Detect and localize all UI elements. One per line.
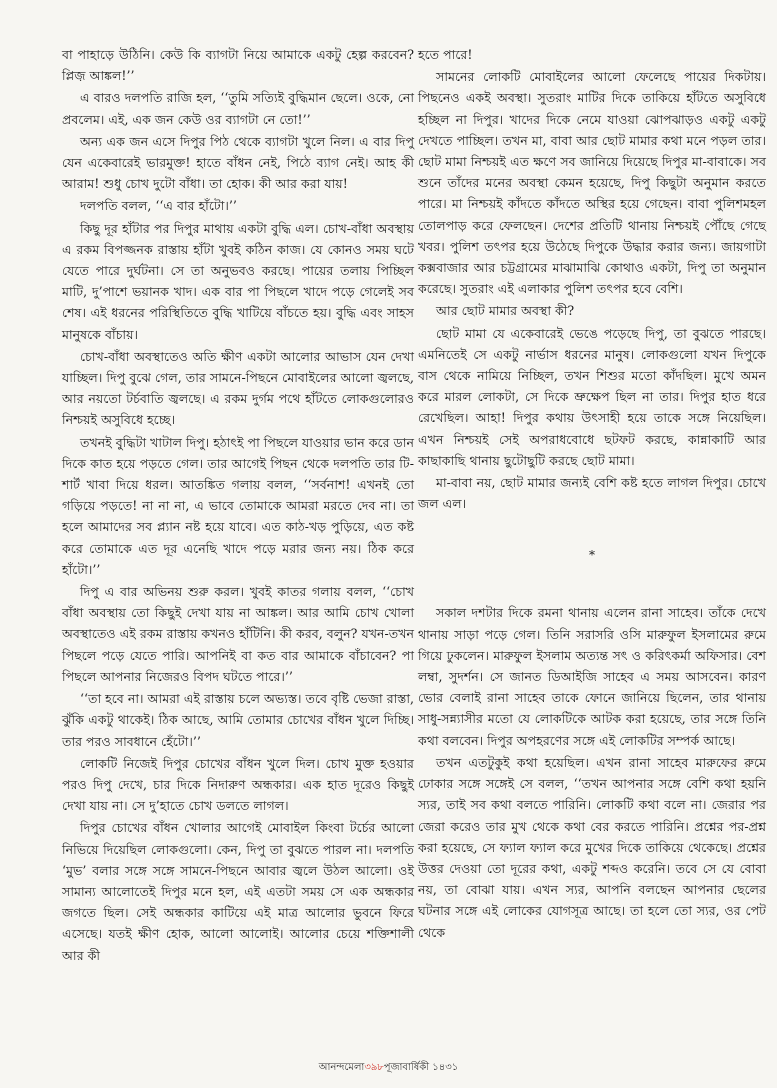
section-separator: * xyxy=(589,548,595,563)
paragraph: চোখ-বাঁধা অবস্থাতেও অতি ক্ষীণ একটা আলোর আভাস যেন দেখা যাচ্ছিল। দিপু বুঝে গেল, তার সামনে-পিছনে মোবাইলের আলো জ্বলছে, আর নয়তো টর্চবাতি জ্বলছে। এ রকম দুর্গম পথে হাঁটতে লোকগুলোরও নিশ্চয়ই অসুবিধে হচ্ছে। xyxy=(62,348,414,428)
paragraph: সামনের লোকটি মোবাইলের আলো ফেলেছে পায়ের দিকটায়। পিছনেও একই অবস্থা। সুতরাং মাটির দিকে তাকিয়ে হাঁটতে অসুবিধে হচ্ছিল না দিপুর। খাদের দিকে নেমে যাওয়া ঝোপঝাড়ও একটু একটু দেখতে পাচ্ছিল। তখন মা, বাবা আর ছোট মামার কথা মনে পড়ল তার। ছোট মামা নিশ্চয়ই এত ক্ষণে সব জানিয়ে দিয়েছে দিপুর মা-বাবাকে। সব শুনে তাঁদের মনের অবস্থা কেমন হয়েছে, দিপু কিছুটা অনুমান করতে পারে। মা নিশ্চয়ই কাঁদতে কাঁদতে অস্থির হয়ে গেছেন। বাবা পুলিশমহল তোলপাড় করে ফেলছেন। দেশের প্রতিটি থানায় নিশ্চয়ই পৌঁছে গেছে খবর। পুলিশ তৎপর হয়ে উঠেছে দিপুকে উদ্ধার করার জন্য। জায়গাটা কক্সবাজার আর চট্টগ্রামের মাঝামাঝি কোথাও একটা, দিপু তা অনুমান করেছে। সুতরাং এই এলাকার পুলিশ তৎপর হবে বেশি। xyxy=(418,69,766,297)
page-number: ৩৯৮ xyxy=(364,1062,384,1073)
paragraph: আর ছোট মামার অবস্থা কী? xyxy=(436,303,575,319)
paragraph: মা-বাবা নয়, ছোট মামার জন্যই বেশি কষ্ট হতে লাগল দিপুর। চোখে জল এল। xyxy=(418,475,766,512)
footer-magazine-name: আনন্দমেলা xyxy=(318,1062,365,1073)
right-column-bottom-text xyxy=(418,602,766,942)
paragraph: হতে পারে! xyxy=(418,47,473,62)
paragraph: বা পাহাড়ে উঠিনি। কেউ কি ব্যাগটা নিয়ে আমাকে একটু হেল্প করবেন? প্লিজ় আঙ্কল!’’ xyxy=(62,47,414,84)
right-column-top-text xyxy=(418,44,766,514)
paragraph: দিপুর চোখের বাঁধন খোলার আগেই মোবাইল কিংবা টর্চের আলো নিভিয়ে দিয়েছিল লোকগুলো। কেন, দিপু তা বুঝতে পারল না। দলপতি ‘মুভ’ বলার সঙ্গে সঙ্গে সামনে-পিছনে আবার জ্বলে উঠল আলো। ওই সামান্য আলোতেই দিপুর মনে হল, এই এতটা সময় সে এক অন্ধকার জগতে ছিল। সেই অন্ধকার কাটিয়ে এই মাত্র আলোর ভুবনে ফিরে এসেছে। যতই ক্ষীণ হোক, আলো আলোই। আলোর চেয়ে শক্তিশালী আর কী xyxy=(62,820,414,963)
right-column xyxy=(418,44,766,943)
paragraph: ছোট মামা যে একেবারেই ভেঙে পড়েছে দিপু, তা বুঝতে পারছে। এমনিতেই সে একটু নার্ভাস ধরনের মানুষ। লোকগুলো যখন দিপুকে বাস থেকে নামিয়ে নিচ্ছিল, তখন শিশুর মতো কাঁদছিল। মুখে অমন করে মারল লোকটা, সে দিকে ভ্রুক্ষেপ ছিল না তার। দিপুর হাত ধরে রেখেছিল। আহা! দিপুর কথায় উৎসাহী হয়ে তাকে সঙ্গে নিয়েছিল। এখন নিশ্চয়ই সেই অপরাধবোধে ছটফট করছে, কান্নাকাটি আর কাছাকাছি থানায় ছুটোছুটি করছে ছোট মামা। xyxy=(418,325,766,468)
paragraph: এ বারও দলপতি রাজি হল, ‘‘তুমি সত্যিই বুদ্ধিমান ছেলে। ওকে, নো প্রবলেম। এই, এক জন কেউ ওর ব্যাগটা নে তো!’’ xyxy=(62,90,414,127)
paragraph: ‘‘তা হবে না। আমরা এই রাস্তায় চলে অভ্যস্ত। তবে বৃষ্টি ভেজা রাস্তা, ঝুঁকি একটু থাকেই। ঠিক আছে, আমি তোমার চোখের বাঁধন খুলে দিচ্ছি। তার পরও সাবধানে হেঁটো।’’ xyxy=(62,691,414,749)
paragraph: লোকটি নিজেই দিপুর চোখের বাঁধন খুলে দিল। চোখ মুক্ত হওয়ার পরও দিপু দেখে, চার দিকে নিদারুণ অন্ধকার। এক হাত দূরেও কিছুই দেখা যায় না। সে দু’হাতে চোখ ডলতে লাগল। xyxy=(62,755,414,814)
paragraph: সকাল দশটার দিকে রমনা থানায় এলেন রানা সাহেব। তাঁকে দেখে থানায় সাড়া পড়ে গেল। তিনি সরাসরি ওসি মারুফুল ইসলামের রুমে গিয়ে ঢুকলেন। মারুফুল ইসলাম অত্যন্ত সৎ ও করিৎকর্মা অফিসার। বেশ লম্বা, সুদর্শন। সে জানত ডিআইজি সাহেব এ সময় আসবেন। কারণ ভোর বেলাই রানা সাহেব তাকে ফোনে জানিয়ে ছিলেন, তার থানায় সাধু-সন্ন্যাসীর মতো যে লোকটিকে আটক করা হয়েছে, তার সঙ্গে তিনি কথা বলবেন। দিপুর অপহরণের সঙ্গে এই লোকটির সম্পর্ক আছে। xyxy=(418,605,766,748)
paragraph: তখন এতটুকুই কথা হয়েছিল। এখন রানা সাহেব মারুফের রুমে ঢোকার সঙ্গে সঙ্গেই সে বলল, ‘‘তখন আপনার সঙ্গে বেশি কথা হয়নি স্যর, তাই সব কথা বলতে পারিনি। লোকটি কথা বলে না। জেরার পর জেরা করেও তার মুখ থেকে কথা বের করতে পারিনি। প্রশ্নের পর-প্রশ্ন করা হয়েছে, সে ফ্যাল ফ্যাল করে মুখের দিকে তাকিয়ে থেকেছে। প্রশ্নের উত্তর দেওয়া তো দূরের কথা, একটু শব্দও করেনি। তবে সে যে বোবা নয়, তা বোঝা যায়। এখন স্যর, আপনি বলছেন আপনার ছেলের ঘটনার সঙ্গে এই লোকের যোগসূত্র আছে। তা হলে তো স্যর, ওর পেট থেকে xyxy=(418,754,766,940)
footer-issue: পূজাবার্ষিকী ১৪৩১ xyxy=(383,1062,459,1073)
paragraph: অন্য এক জন এসে দিপুর পিঠ থেকে ব্যাগটা খুলে নিল। এ বার দিপু যেন একেবারেই ভারমুক্ত! হাতে বাঁধন নেই, পিঠে ব্যাগ নেই। আহ কী আরাম! শুধু চোখ দুটো বাঁধা। তা হোক। কী আর করা যায়! xyxy=(62,133,414,192)
paragraph: দিপু এ বার অভিনয় শুরু করল। খুবই কাতর গলায় বলল, ‘‘চোখ বাঁধা অবস্থায় তো কিছুই দেখা যায় না আঙ্কল। আর আমি চোখ খোলা অবস্থাতেও এই রকম রাস্তায় কখনও হাঁটিনি। কী করব, বলুন? যখন-তখন পিছলে পড়ে যেতে পারি। আপনিই বা কত বার আমাকে বাঁচাবেন? পা পিছলে আপনার নিজেরও বিপদ ঘটতে পারে।’’ xyxy=(62,584,414,684)
paragraph: দলপতি বলল, ‘‘এ বার হাঁটো।’’ xyxy=(80,198,237,214)
paragraph: তখনই বুদ্ধিটা খাটাল দিপু। হঠাৎই পা পিছলে যাওয়ার ভান করে ডান দিকে কাত হয়ে পড়তে গেল। তার আগেই পিছন থেকে দলপতি তার টি-শার্ট খাবা দিয়ে ধরল। আতঙ্কিত গলায় বলল, ‘‘সর্বনাশ! এখনই তো গড়িয়ে পড়তে! না না না, এ ভাবে তোমাকে আমরা মরতে দেব না। তা হলে আমাদের সব প্ল্যান নষ্ট হয়ে যাবে। এত কাঠ-খড় পুড়িয়ে, এত কষ্ট করে তোমাকে এত দূর এনেছি খাদে পড়ে মরার জন্য নয়। ঠিক করে হাঁটো।’’ xyxy=(62,434,414,577)
paragraph: কিছু দূর হাঁটার পর দিপুর মাথায় একটা বুদ্ধি এল। চোখ-বাঁধা অবস্থায় এ রকম বিপজ্জনক রাস্তায় হাঁটা খুবই কঠিন কাজ। যে কোনও সময় ঘটে যেতে পারে দুর্ঘটনা। সে তা অনুভবও করছে। পায়ের তলায় পিচ্ছিল মাটি, দু’পাশে ভয়ানক খাদ। এক বার পা পিছলে খাদে পড়ে গেলেই সব শেষ। এই ধরনের পরিস্থিতিতে বুদ্ধি খাটিয়ে বাঁচতে হয়। বুদ্ধি এবং সাহস মানুষকে বাঁচায়। xyxy=(62,220,414,342)
left-column xyxy=(62,44,414,966)
page-footer xyxy=(0,1060,777,1077)
